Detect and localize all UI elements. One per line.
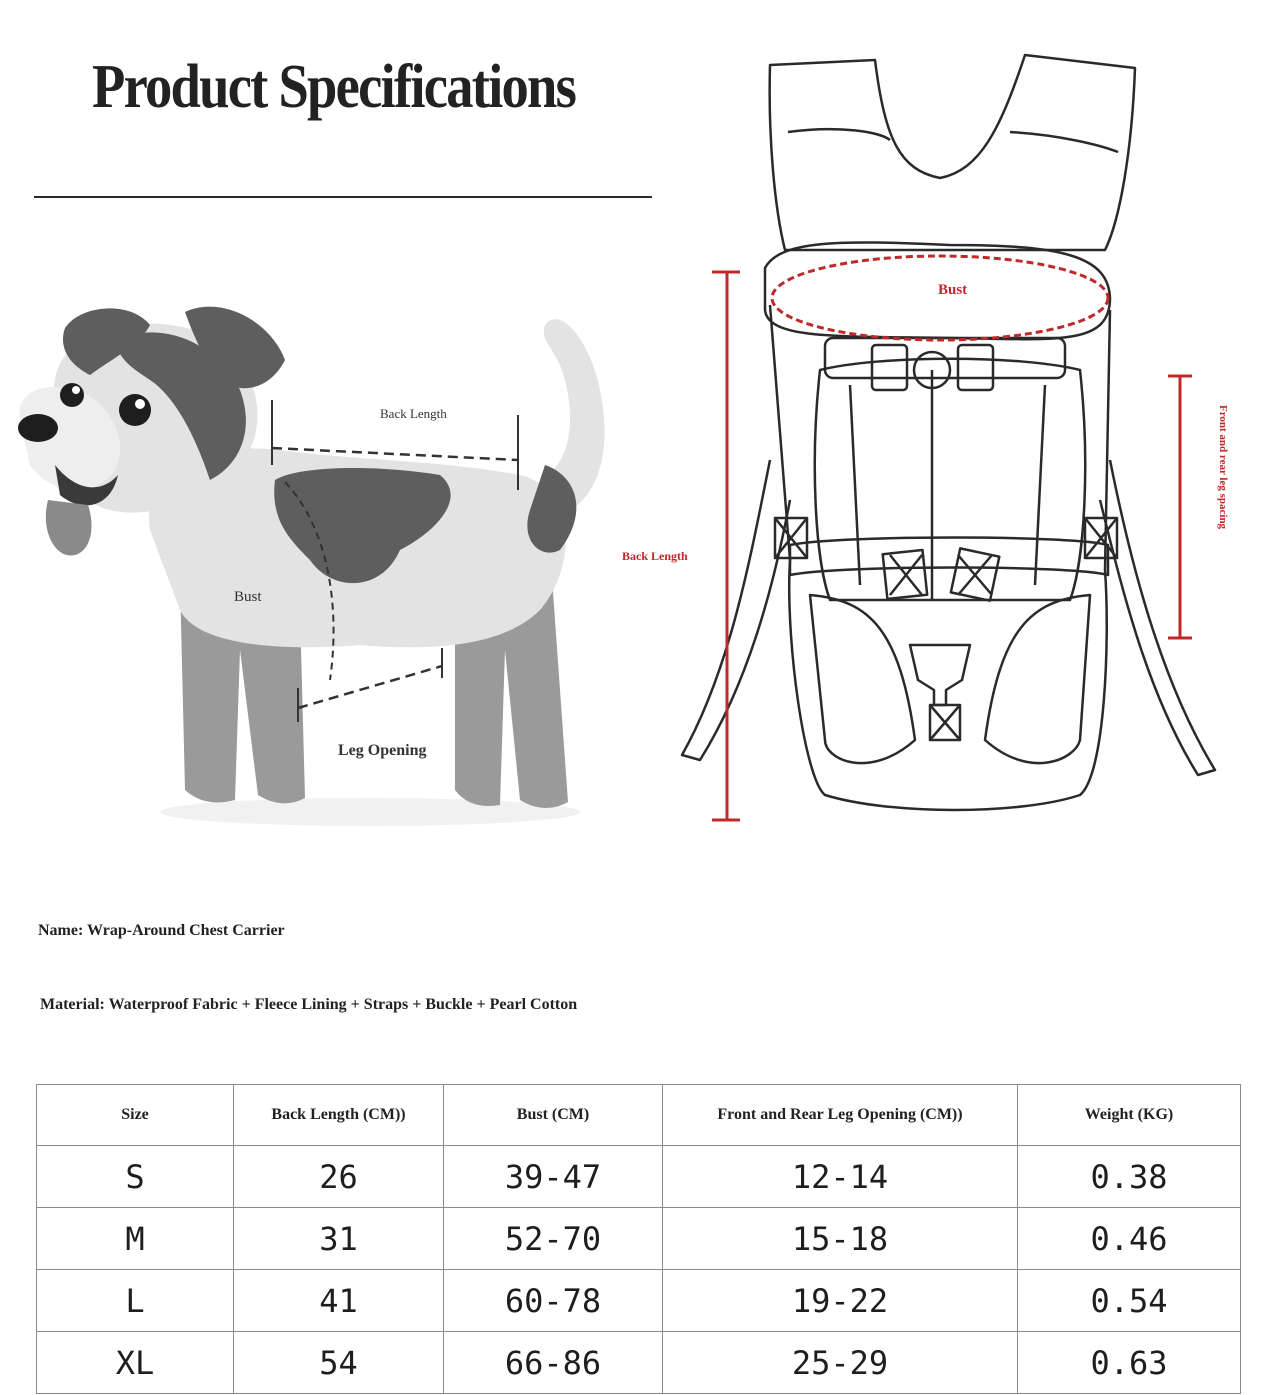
- header-bust: Bust (CM): [444, 1085, 663, 1146]
- carrier-measurement-illustration: [622, 40, 1284, 840]
- cell-bust: 66-86: [444, 1332, 663, 1394]
- cell-back-length: 26: [234, 1146, 444, 1208]
- cell-bust: 60-78: [444, 1270, 663, 1332]
- carrier-back-length-label: Back Length: [622, 549, 688, 563]
- leg-opening-label: Leg Opening: [338, 742, 427, 759]
- cell-leg-opening: 25-29: [663, 1332, 1018, 1394]
- dog-measurement-illustration: [0, 250, 640, 850]
- size-chart-table: [36, 1084, 1241, 1394]
- table-row: [37, 1332, 1241, 1394]
- cell-weight: 0.54: [1018, 1270, 1241, 1332]
- cell-bust: 52-70: [444, 1208, 663, 1270]
- cell-weight: 0.46: [1018, 1208, 1241, 1270]
- bust-label: Bust: [234, 589, 262, 605]
- cell-back-length: 31: [234, 1208, 444, 1270]
- cell-weight: 0.38: [1018, 1146, 1241, 1208]
- carrier-leg-spacing-label: Front and rear leg spacing: [1217, 405, 1229, 530]
- cell-back-length: 41: [234, 1270, 444, 1332]
- header-size: Size: [37, 1085, 234, 1146]
- title-divider: [34, 196, 652, 198]
- cell-size: S: [37, 1146, 234, 1208]
- table-header-row: [37, 1085, 1241, 1146]
- cell-bust: 39-47: [444, 1146, 663, 1208]
- table-row: [37, 1146, 1241, 1208]
- cell-weight: 0.63: [1018, 1332, 1241, 1394]
- table-row: [37, 1208, 1241, 1270]
- product-name: Name: Wrap-Around Chest Carrier: [38, 922, 285, 939]
- cell-size: M: [37, 1208, 234, 1270]
- header-leg-opening: Front and Rear Leg Opening (CM)): [663, 1085, 1018, 1146]
- cell-size: L: [37, 1270, 234, 1332]
- cell-back-length: 54: [234, 1332, 444, 1394]
- header-back-length: Back Length (CM)): [234, 1085, 444, 1146]
- header-weight: Weight (KG): [1018, 1085, 1241, 1146]
- carrier-bust-label: Bust: [938, 282, 968, 298]
- product-material: Material: Waterproof Fabric + Fleece Lining + Straps + Buckle + Pearl Cotton: [40, 996, 578, 1013]
- table-row: [37, 1270, 1241, 1332]
- cell-leg-opening: 19-22: [663, 1270, 1018, 1332]
- cell-leg-opening: 15-18: [663, 1208, 1018, 1270]
- back-length-label: Back Length: [380, 406, 447, 421]
- cell-leg-opening: 12-14: [663, 1146, 1018, 1208]
- cell-size: XL: [37, 1332, 234, 1394]
- page-title: Product Specifications: [92, 53, 576, 121]
